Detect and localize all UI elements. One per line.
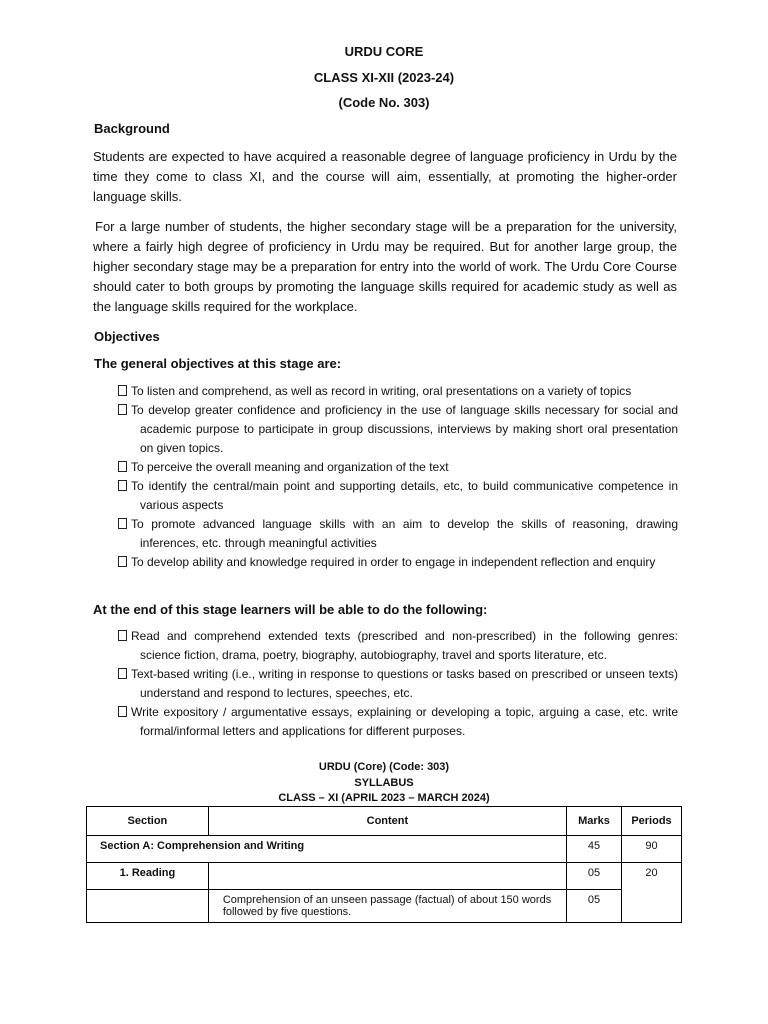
- list-item: Write expository / argumentative essays, explaining or developing a topic, arguing a case, etc. write formal/informal letters and applications for different purposes.: [118, 703, 678, 741]
- background-paragraph-1: Students are expected to have acquired a reasonable degree of language proficiency in Urdu by the time they come to class XI, and the course will aim, essentially, at promoting the higher-order language skills.: [93, 149, 677, 204]
- objectives-subheading: The general objectives at this stage are:: [94, 356, 342, 371]
- bullet-box-icon: [118, 385, 127, 396]
- section-a-marks: 45: [567, 836, 622, 863]
- bullet-box-icon: [118, 668, 127, 679]
- background-heading: Background: [94, 121, 170, 136]
- bullet-box-icon: [118, 480, 127, 491]
- reading-content: [208, 863, 566, 890]
- list-item: To perceive the overall meaning and organization of the text: [118, 458, 678, 477]
- table-row: [87, 890, 682, 923]
- objectives-list: [118, 382, 678, 572]
- reading-periods: 20: [621, 863, 681, 923]
- doc-title: URDU CORE: [344, 44, 424, 59]
- doc-code: (Code No. 303): [338, 95, 430, 110]
- reading-label: 1. Reading: [87, 863, 209, 890]
- list-item: To listen and comprehend, as well as record in writing, oral presentations on a variety of topics: [118, 382, 678, 401]
- bullet-box-icon: [118, 706, 127, 717]
- comprehension-marks: 05: [567, 890, 622, 923]
- syllabus-table: [86, 806, 682, 923]
- syllabus-heading: SYLLABUS: [354, 777, 414, 789]
- syllabus-code-heading: URDU (Core) (Code: 303): [318, 761, 450, 773]
- table-row: [87, 863, 682, 890]
- reading-marks: 05: [567, 863, 622, 890]
- header-periods: Periods: [621, 807, 681, 836]
- header-section: Section: [87, 807, 209, 836]
- bullet-box-icon: [118, 518, 127, 529]
- list-item: Read and comprehend extended texts (prescribed and non-prescribed) in the following genres: science fiction, drama, poetry, biography, autobiography, travel and sports literature, etc.: [118, 627, 678, 665]
- list-item: To develop greater confidence and proficiency in the use of language skills necessary for social and academic purpose to participate in group discussions, interviews by making short oral presentation on given topics.: [118, 401, 678, 458]
- background-paragraph-2: For a large number of students, the higher secondary stage will be a preparation for the university, where a fairly high degree of proficiency in Urdu may be required. But for another large group, the higher secondary stage may be a preparation for entry into the world of work. The Urdu Core Course should cater to both groups by promoting the language skills required for academic study as well as the language skills required for the workplace.: [93, 219, 677, 314]
- bullet-box-icon: [118, 461, 127, 472]
- comprehension-section: [87, 890, 209, 923]
- header-marks: Marks: [567, 807, 622, 836]
- bullet-box-icon: [118, 556, 127, 567]
- doc-class: CLASS XI-XII (2023-24): [313, 70, 455, 85]
- bullet-box-icon: [118, 630, 127, 641]
- outcomes-heading: At the end of this stage learners will be able to do the following:: [93, 602, 488, 617]
- objectives-heading: Objectives: [94, 329, 160, 344]
- table-row: [87, 836, 682, 863]
- bullet-box-icon: [118, 404, 127, 415]
- table-header-row: [87, 807, 682, 836]
- outcomes-list: [118, 627, 678, 741]
- comprehension-content: Comprehension of an unseen passage (factual) of about 150 words followed by five questions.: [208, 890, 566, 923]
- list-item: To promote advanced language skills with an aim to develop the skills of reasoning, drawing inferences, etc. through meaningful activities: [118, 515, 678, 553]
- section-a-periods: 90: [621, 836, 681, 863]
- list-item: Text-based writing (i.e., writing in response to questions or tasks based on prescribed or unseen texts) understand and respond to lectures, speeches, etc.: [118, 665, 678, 703]
- list-item: To identify the central/main point and supporting details, etc, to build communicative competence in various aspects: [118, 477, 678, 515]
- section-a-label: Section A: Comprehension and Writing: [87, 836, 567, 863]
- header-content: Content: [208, 807, 566, 836]
- syllabus-class-heading: CLASS – XI (APRIL 2023 – MARCH 2024): [278, 792, 490, 804]
- list-item: To develop ability and knowledge required in order to engage in independent reflection and enquiry: [118, 553, 678, 572]
